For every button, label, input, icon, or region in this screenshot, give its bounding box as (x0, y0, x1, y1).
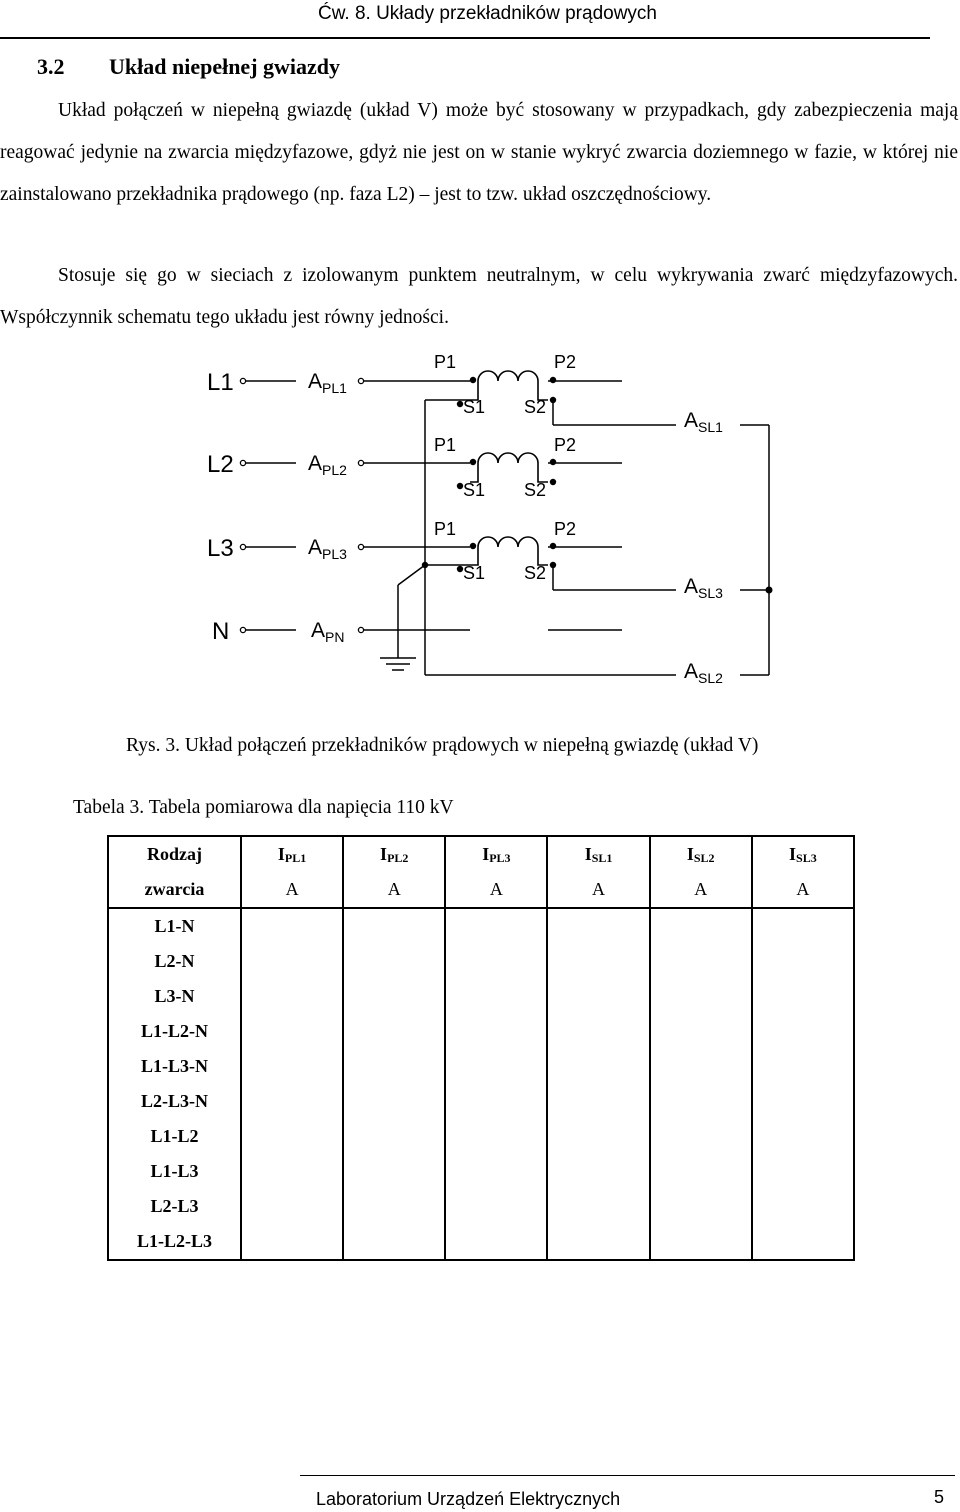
table-cell[interactable] (547, 944, 649, 979)
paragraph: Stosuje się go w sieciach z izolowanym punktem neutralnym, w celu wykrywania zwarć międzyfazowych. Współczynnik schematu tego układu jest równy jedności. (0, 265, 958, 328)
ammeter-pl1: $A_{PL1}$ (308, 370, 347, 396)
table-row (108, 1189, 854, 1224)
table-cell[interactable] (547, 1189, 649, 1224)
table-cell[interactable] (343, 1224, 445, 1260)
row-label: L2-L3-N (108, 1084, 241, 1119)
unit-cell: A (752, 872, 854, 908)
row-label: L2-N (108, 944, 241, 979)
table-cell[interactable] (752, 944, 854, 979)
table-cell[interactable] (445, 979, 547, 1014)
table-cell[interactable] (241, 1119, 343, 1154)
table-cell[interactable] (547, 1049, 649, 1084)
table-cell[interactable] (343, 1084, 445, 1119)
ct2-p1: P1 (434, 435, 457, 455)
section-number: 3.2 (37, 54, 65, 79)
table-cell[interactable] (445, 1189, 547, 1224)
table-row (108, 1154, 854, 1189)
header-cell: $I_{SL3}$ (752, 836, 854, 872)
table-caption: Tabela 3. Tabela pomiarowa dla napięcia 110 kV (73, 797, 454, 818)
ammeter-sl1: $A_{SL1}$ (684, 409, 723, 435)
table-cell[interactable] (752, 1119, 854, 1154)
table-cell[interactable] (752, 1084, 854, 1119)
ct3-s2: S2 (524, 563, 547, 583)
table-cell[interactable] (241, 944, 343, 979)
table-cell[interactable] (445, 1014, 547, 1049)
ammeter-pl3: $A_{PL3}$ (308, 536, 347, 562)
header-cell: $I_{SL2}$ (650, 836, 752, 872)
ammeter-sl3: $A_{SL3}$ (684, 575, 723, 601)
row-label: L1-L2-N (108, 1014, 241, 1049)
table-cell[interactable] (547, 1224, 649, 1260)
table-cell[interactable] (241, 1084, 343, 1119)
table-cell[interactable] (752, 1189, 854, 1224)
measurement-table (107, 835, 855, 1261)
line-labels (207, 369, 234, 645)
table-row (108, 1119, 854, 1154)
row-label: L1-L2-L3 (108, 1224, 241, 1260)
table-cell[interactable] (752, 908, 854, 944)
table-cell[interactable] (343, 1154, 445, 1189)
table-cell[interactable] (241, 1014, 343, 1049)
unit-cell: A (445, 872, 547, 908)
footer-rule (300, 1475, 955, 1476)
table-cell[interactable] (752, 979, 854, 1014)
table-header-row (108, 836, 854, 872)
row-label: L1-L3-N (108, 1049, 241, 1084)
footer-title: Laboratorium Urządzeń Elektrycznych (316, 1489, 621, 1509)
table-cell[interactable] (241, 979, 343, 1014)
table-cell[interactable] (650, 944, 752, 979)
table-cell[interactable] (445, 1154, 547, 1189)
unit-cell: A (547, 872, 649, 908)
table-cell[interactable] (650, 1189, 752, 1224)
table-cell[interactable] (445, 908, 547, 944)
ct3-s1: S1 (463, 563, 486, 583)
primary-ammeters (308, 370, 347, 645)
header-cell: $I_{SL1}$ (547, 836, 649, 872)
unit-cell: A (241, 872, 343, 908)
table-cell[interactable] (343, 944, 445, 979)
row-label: L1-N (108, 908, 241, 944)
unit-cell: A (343, 872, 445, 908)
row-label: L1-L3 (108, 1154, 241, 1189)
table-row (108, 1014, 854, 1049)
line-label-n: N (212, 618, 230, 645)
ct1-p2: P2 (554, 352, 577, 372)
table-cell[interactable] (547, 979, 649, 1014)
table-row (108, 944, 854, 979)
row-label: L3-N (108, 979, 241, 1014)
table-cell[interactable] (445, 944, 547, 979)
header-cell: $I_{PL3}$ (445, 836, 547, 872)
table-row (108, 1084, 854, 1119)
table-cell[interactable] (650, 1119, 752, 1154)
line-label-l2: L2 (207, 451, 234, 478)
table-cell[interactable] (241, 1224, 343, 1260)
header-cell: $I_{PL2}$ (343, 836, 445, 872)
unit-cell: A (650, 872, 752, 908)
table-cell[interactable] (241, 1189, 343, 1224)
line-label-l1: L1 (207, 369, 234, 396)
header-cell: $I_{PL1}$ (241, 836, 343, 872)
table-cell[interactable] (650, 1154, 752, 1189)
ct3-p1: P1 (434, 519, 457, 539)
table-cell[interactable] (343, 1049, 445, 1084)
table-cell[interactable] (343, 1119, 445, 1154)
paragraph: Układ połączeń w niepełną gwiazdę (układ V) może być stosowany w przypadkach, gdy zabezpieczenia mają reagować jedynie na zwarcia międzyfazowe, gdyż nie jest on w stanie wykryć zwarcia doziemnego w fazie, w której nie zainstalowano przekładnika prądowego (np. faza L2) – jest to tzw. układ oszczędnościowy. (0, 100, 958, 205)
row-label: L2-L3 (108, 1189, 241, 1224)
section-heading (37, 54, 340, 80)
table-cell[interactable] (343, 979, 445, 1014)
table-cell[interactable] (445, 1224, 547, 1260)
ct3-p2: P2 (554, 519, 577, 539)
table-cell[interactable] (752, 1154, 854, 1189)
table-cell[interactable] (752, 1224, 854, 1260)
table-cell[interactable] (343, 1189, 445, 1224)
table-cell[interactable] (752, 1049, 854, 1084)
header-rule (0, 37, 930, 39)
table-cell[interactable] (547, 1084, 649, 1119)
table-row (108, 979, 854, 1014)
table-row (108, 1049, 854, 1084)
ct2-p2: P2 (554, 435, 577, 455)
table-cell[interactable] (650, 908, 752, 944)
table-cell[interactable] (445, 1049, 547, 1084)
terminal-circles (240, 378, 363, 632)
table-cell[interactable] (547, 1154, 649, 1189)
ct2-s2: S2 (524, 480, 547, 500)
ct2-s1: S1 (463, 480, 486, 500)
table-cell[interactable] (241, 908, 343, 944)
table-cell[interactable] (241, 1154, 343, 1189)
table-cell[interactable] (650, 1049, 752, 1084)
table-cell[interactable] (241, 1049, 343, 1084)
table-cell[interactable] (650, 1084, 752, 1119)
table-cell[interactable] (547, 1014, 649, 1049)
section-title: Układ niepełnej gwiazdy (109, 54, 341, 79)
ammeter-pl2: $A_{PL2}$ (308, 452, 347, 478)
table-cell[interactable] (547, 908, 649, 944)
table-cell[interactable] (445, 1084, 547, 1119)
ct1-s1: S1 (463, 397, 486, 417)
table-cell[interactable] (547, 1119, 649, 1154)
header-cell: zwarcia (108, 872, 241, 908)
table-unit-row (108, 872, 854, 908)
page-number: 5 (934, 1487, 945, 1507)
table-row (108, 908, 854, 944)
ct1-s2: S2 (524, 397, 547, 417)
ct1-p1: P1 (434, 352, 457, 372)
ammeter-pn: $A_{PN}$ (311, 619, 345, 645)
table-cell[interactable] (752, 1014, 854, 1049)
table-row (108, 1224, 854, 1260)
secondary-ammeters (684, 409, 723, 686)
table-cell[interactable] (650, 1224, 752, 1260)
table-cell[interactable] (445, 1119, 547, 1154)
table-cell[interactable] (343, 1014, 445, 1049)
table-cell[interactable] (650, 979, 752, 1014)
ammeter-sl2: $A_{SL2}$ (684, 660, 723, 686)
circuit-diagram (0, 340, 960, 720)
header-cell: Rodzaj (108, 836, 241, 872)
table-cell[interactable] (343, 908, 445, 944)
figure-caption: Rys. 3. Układ połączeń przekładników prądowych w niepełną gwiazdę (układ V) (126, 735, 759, 756)
row-label: L1-L2 (108, 1119, 241, 1154)
table-cell[interactable] (650, 1014, 752, 1049)
running-header: Ćw. 8. Układy przekładników prądowych (318, 3, 657, 24)
line-label-l3: L3 (207, 535, 234, 562)
